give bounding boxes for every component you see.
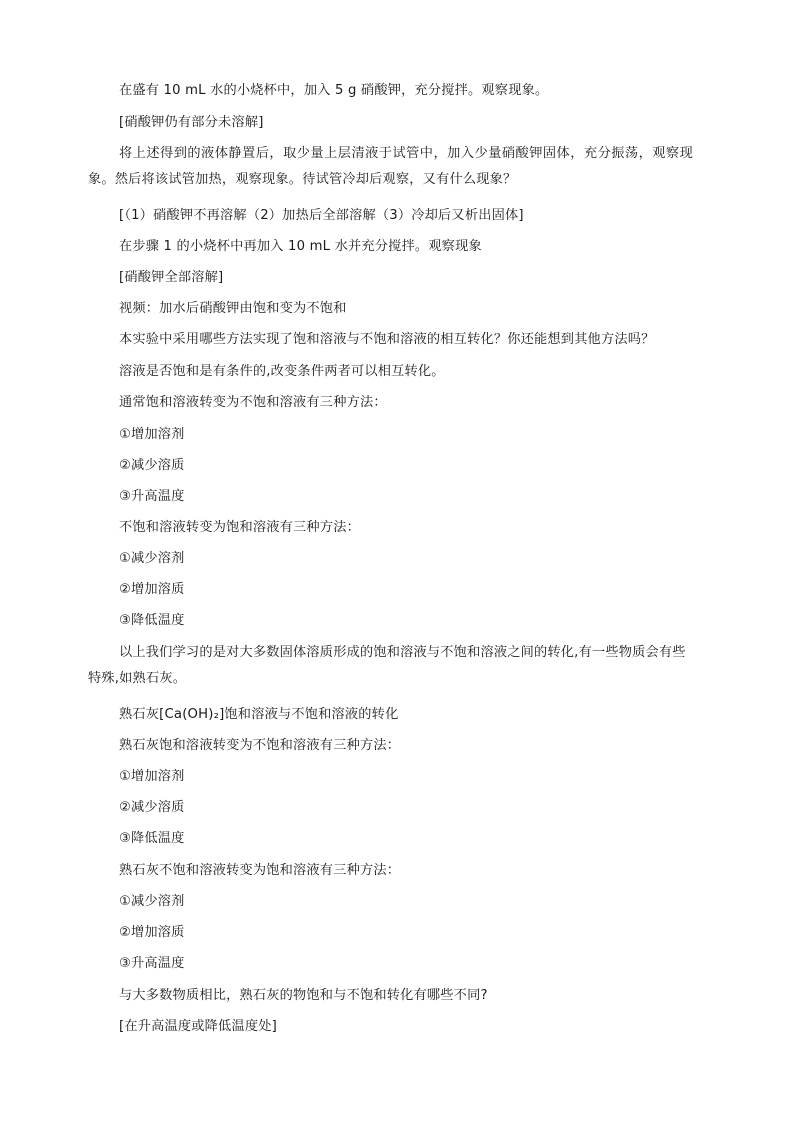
paragraph-step2: 将上述得到的液体静置后，取少量上层清液于试管中，加入少量硝酸钾固体，充分振荡，观察现象。然后将该试管加热，观察现象。待试管冷却后观察，又有什么现象？ <box>88 146 693 187</box>
answer-step1: [硝酸钾仍有部分未溶解] <box>119 115 264 130</box>
answer-step3: [硝酸钾全部溶解] <box>119 270 224 285</box>
method-item: ②减少溶质 <box>119 800 185 815</box>
question-methods: 本实验中采用哪些方法实现了饱和溶液与不饱和溶液的相互转化？你还能想到其他方法吗？ <box>119 332 655 347</box>
conclusion-text: 溶液是否饱和是有条件的,改变条件两者可以相互转化。 <box>119 364 445 379</box>
answer-step2: [（1）硝酸钾不再溶解（2）加热后全部溶解（3）冷却后又析出固体] <box>119 208 524 223</box>
lime-unsat-to-sat-heading: 熟石灰不饱和溶液转变为饱和溶液有三种方法： <box>119 863 401 878</box>
paragraph-step1: 在盛有 10 mL 水的小烧杯中，加入 5 g 硝酸钾，充分搅拌。观察现象。 <box>119 83 549 98</box>
method-item: ②增加溶质 <box>119 925 185 940</box>
method-item: ②减少溶质 <box>119 458 185 473</box>
method-item: ①减少溶剂 <box>119 551 185 566</box>
method-item: ①减少溶剂 <box>119 894 185 909</box>
sat-to-unsat-heading: 通常饱和溶液转变为不饱和溶液有三种方法： <box>119 395 387 410</box>
method-item: ①增加溶剂 <box>119 427 185 442</box>
method-item: ③升高温度 <box>119 489 185 504</box>
unsat-to-sat-heading: 不饱和溶液转变为饱和溶液有三种方法： <box>119 520 360 535</box>
video-note: 视频：加水后硝酸钾由饱和变为不饱和 <box>119 301 347 316</box>
answer-difference: [在升高温度或降低温度处] <box>119 1019 277 1034</box>
paragraph-special-substances: 以上我们学习的是对大多数固体溶质形成的饱和溶液与不饱和溶液之间的转化,有一些物质会有些特殊,如熟石灰。 <box>88 645 686 686</box>
lime-sat-to-unsat-heading: 熟石灰饱和溶液转变为不饱和溶液有三种方法： <box>119 738 401 753</box>
method-item: ②增加溶质 <box>119 582 185 597</box>
slaked-lime-heading: 熟石灰[Ca(OH)₂]饱和溶液与不饱和溶液的转化 <box>119 707 399 722</box>
method-item: ③升高温度 <box>119 956 185 971</box>
method-item: ③降低温度 <box>119 613 185 628</box>
method-item: ①增加溶剂 <box>119 769 185 784</box>
method-item: ③降低温度 <box>119 831 185 846</box>
question-difference: 与大多数物质相比，熟石灰的物饱和与不饱和转化有哪些不同? <box>119 988 488 1003</box>
paragraph-step3: 在步骤 1 的小烧杯中再加入 10 mL 水并充分搅拌。观察现象 <box>119 239 482 254</box>
